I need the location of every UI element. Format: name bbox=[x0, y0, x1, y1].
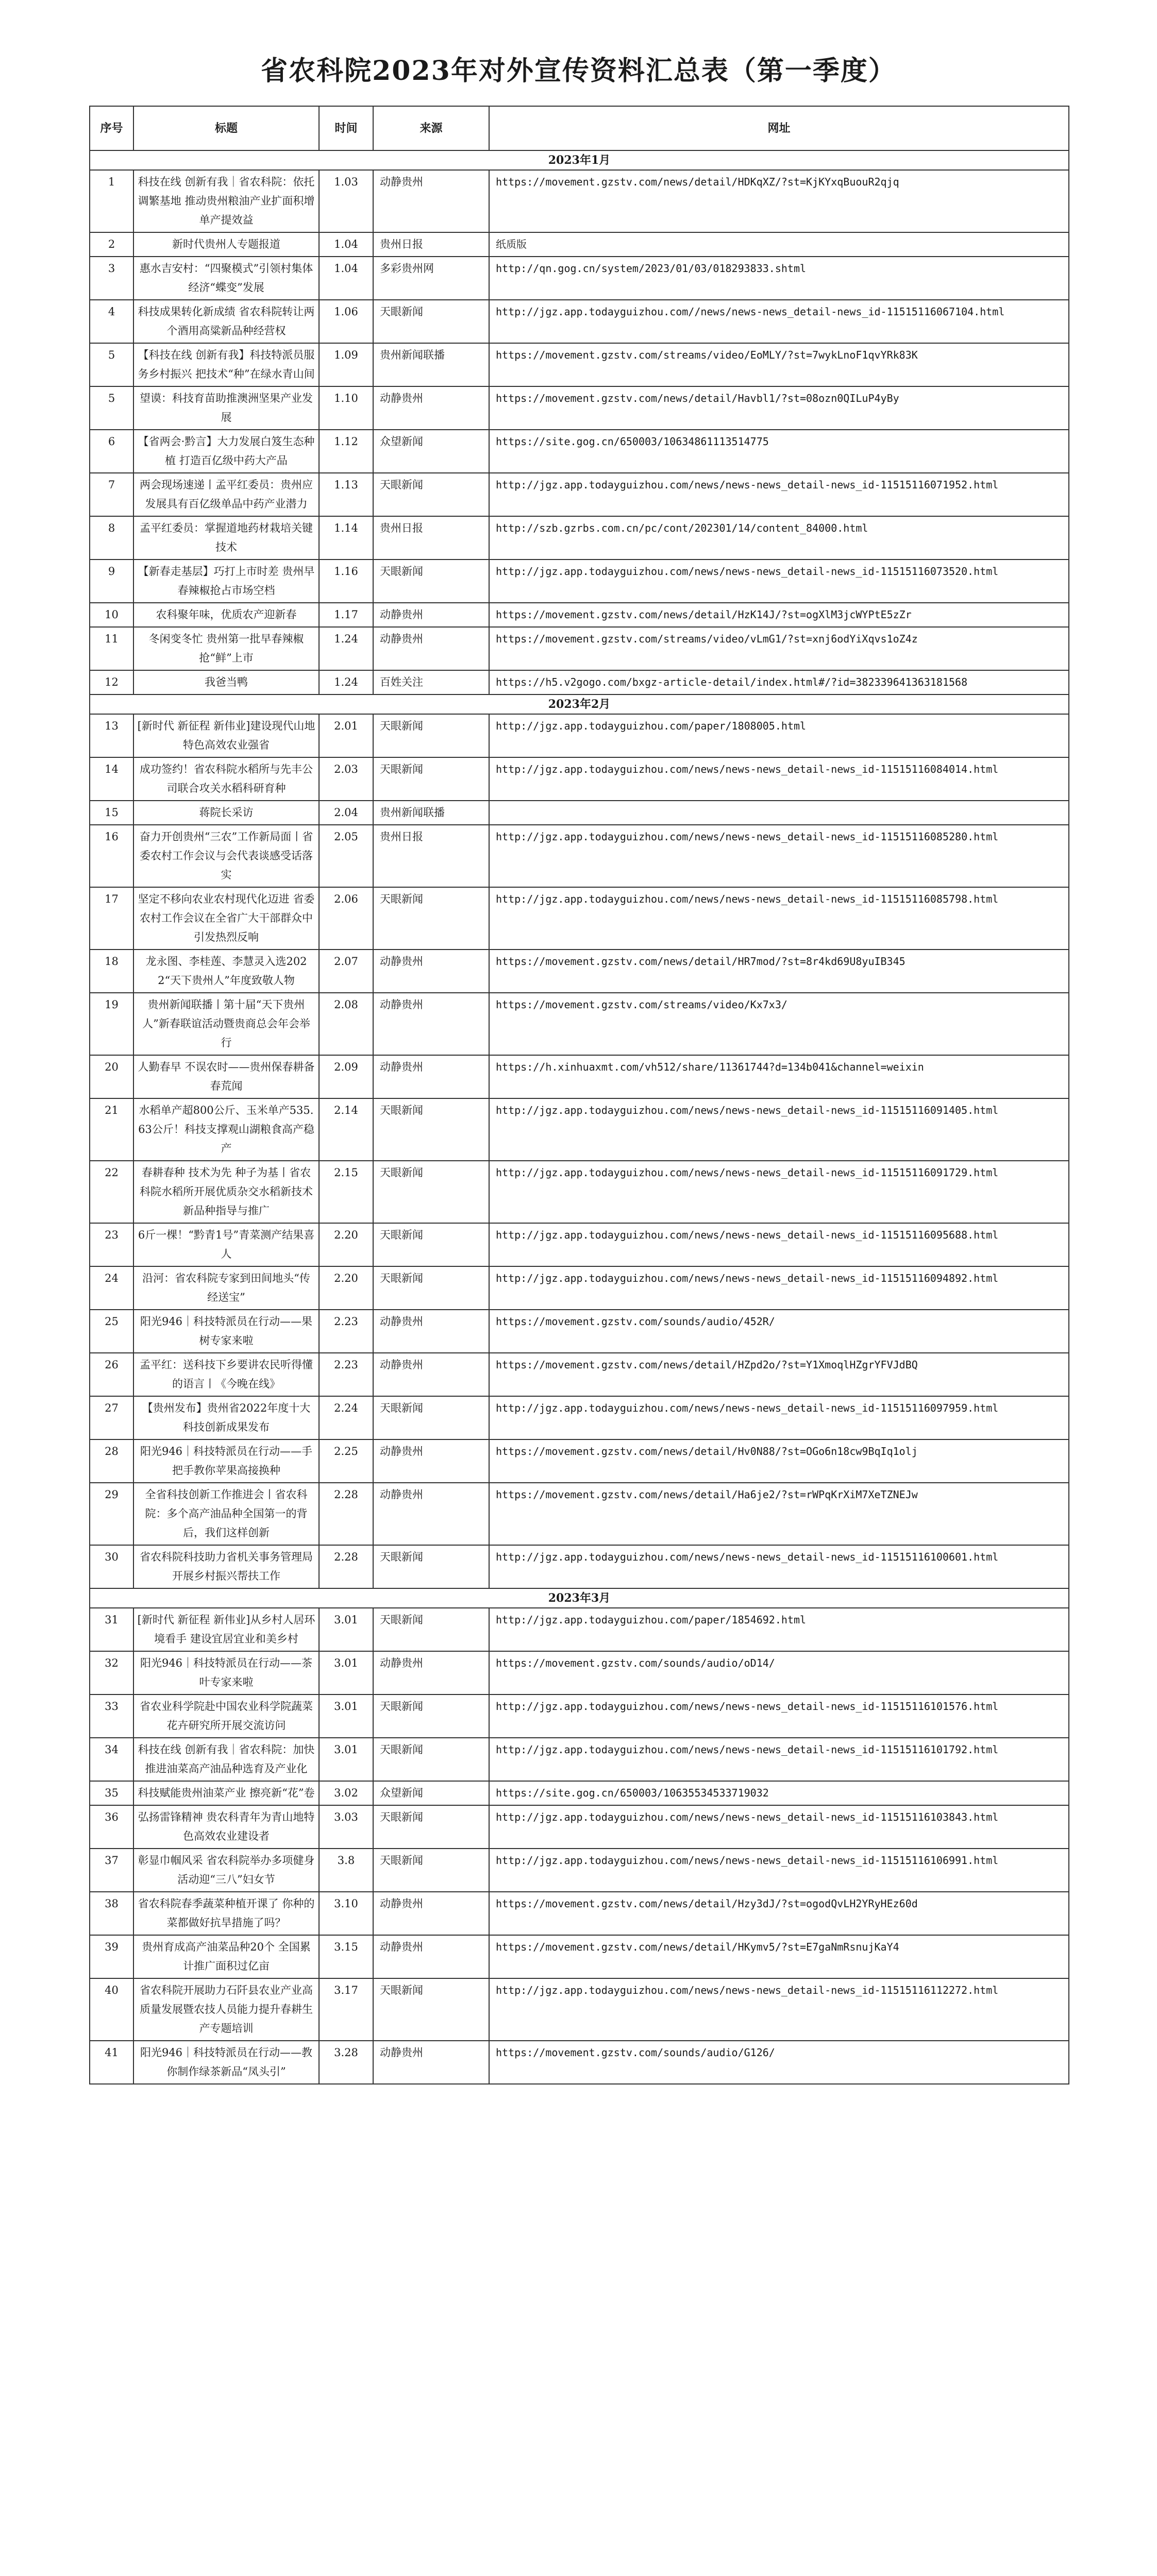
header-url: 网址 bbox=[489, 106, 1069, 150]
row-url-link[interactable]: http://jgz.app.todayguizhou.com/news/news-news_detail-news_id-11515116101792.html bbox=[489, 1738, 1069, 1781]
row-date: 1.06 bbox=[319, 300, 373, 343]
header-source: 来源 bbox=[373, 106, 489, 150]
row-url-link[interactable]: https://movement.gzstv.com/sounds/audio/G126/ bbox=[489, 2041, 1069, 2084]
row-title: [新时代 新征程 新伟业]建设现代山地特色高效农业强省 bbox=[133, 714, 319, 757]
row-source: 天眼新闻 bbox=[373, 1223, 489, 1266]
row-title: 彰显巾帼风采 省农科院举办多项健身活动迎“三八”妇女节 bbox=[133, 1849, 319, 1892]
table-row bbox=[90, 1781, 1069, 1805]
row-number: 12 bbox=[90, 670, 133, 694]
row-date: 3.03 bbox=[319, 1805, 373, 1849]
row-title: 【科技在线 创新有我】科技特派员服务乡村振兴 把技术“种”在绿水青山间 bbox=[133, 343, 319, 386]
row-date: 2.07 bbox=[319, 950, 373, 993]
row-date: 3.02 bbox=[319, 1781, 373, 1805]
row-number: 20 bbox=[90, 1055, 133, 1098]
row-url-link[interactable]: https://movement.gzstv.com/news/detail/HZpd2o/?st=Y1XmoqlHZgrYFVJdBQ bbox=[489, 1353, 1069, 1396]
row-number: 15 bbox=[90, 801, 133, 825]
row-url-link[interactable]: http://jgz.app.todayguizhou.com/news/news-news_detail-news_id-11515116095688.html bbox=[489, 1223, 1069, 1266]
row-source: 动静贵州 bbox=[373, 993, 489, 1055]
table-row bbox=[90, 1098, 1069, 1161]
row-number: 5 bbox=[90, 343, 133, 386]
row-title: 新时代贵州人专题报道 bbox=[133, 232, 319, 257]
row-number: 29 bbox=[90, 1483, 133, 1545]
row-date: 1.13 bbox=[319, 473, 373, 516]
month-row-feb bbox=[90, 694, 1069, 714]
row-number: 27 bbox=[90, 1396, 133, 1439]
row-title: 省农业科学院赴中国农业科学院蔬菜花卉研究所开展交流访问 bbox=[133, 1694, 319, 1738]
row-number: 36 bbox=[90, 1805, 133, 1849]
row-source: 贵州新闻联播 bbox=[373, 801, 489, 825]
row-source: 天眼新闻 bbox=[373, 473, 489, 516]
row-url-link[interactable]: http://jgz.app.todayguizhou.com/news/news-news_detail-news_id-11515116085280.html bbox=[489, 825, 1069, 887]
row-date: 2.05 bbox=[319, 825, 373, 887]
row-source: 动静贵州 bbox=[373, 1651, 489, 1694]
row-date: 1.04 bbox=[319, 232, 373, 257]
row-date: 1.24 bbox=[319, 627, 373, 670]
row-title: 奋力开创贵州“三农”工作新局面丨省委农村工作会议与会代表谈感受话落实 bbox=[133, 825, 319, 887]
row-title: 省农科院春季蔬菜种植开课了 你种的菜都做好抗旱措施了吗？ bbox=[133, 1892, 319, 1935]
row-url-link[interactable]: http://jgz.app.todayguizhou.com/news/news-news_detail-news_id-11515116100601.html bbox=[489, 1545, 1069, 1588]
row-url-link[interactable]: https://movement.gzstv.com/news/detail/HKymv5/?st=E7gaNmRsnujKaY4 bbox=[489, 1935, 1069, 1978]
row-date: 2.14 bbox=[319, 1098, 373, 1161]
row-source: 贵州新闻联播 bbox=[373, 343, 489, 386]
table-row bbox=[90, 257, 1069, 300]
row-source: 动静贵州 bbox=[373, 603, 489, 627]
table-row bbox=[90, 1849, 1069, 1892]
row-date: 3.17 bbox=[319, 1978, 373, 2041]
row-source: 动静贵州 bbox=[373, 2041, 489, 2084]
row-url-link[interactable]: https://movement.gzstv.com/streams/video/EoMLY/?st=7wykLnoF1qvYRk83K bbox=[489, 343, 1069, 386]
row-url-link[interactable]: https://movement.gzstv.com/streams/video/Kx7x3/ bbox=[489, 993, 1069, 1055]
table-row bbox=[90, 1396, 1069, 1439]
table-row bbox=[90, 1223, 1069, 1266]
row-number: 24 bbox=[90, 1266, 133, 1310]
row-url-link[interactable]: https://movement.gzstv.com/news/detail/HR7mod/?st=8r4kd69U8yuIB345 bbox=[489, 950, 1069, 993]
row-url-link[interactable]: https://movement.gzstv.com/news/detail/Hzy3dJ/?st=ogodQvLH2YRyHEz60d bbox=[489, 1892, 1069, 1935]
row-source: 众望新闻 bbox=[373, 430, 489, 473]
row-number: 11 bbox=[90, 627, 133, 670]
row-number: 1 bbox=[90, 170, 133, 232]
table-row bbox=[90, 1892, 1069, 1935]
row-number: 35 bbox=[90, 1781, 133, 1805]
row-url-link[interactable] bbox=[489, 801, 1069, 825]
row-source: 天眼新闻 bbox=[373, 1738, 489, 1781]
row-source: 动静贵州 bbox=[373, 1055, 489, 1098]
month-label: 2023年3月 bbox=[90, 1588, 1069, 1608]
table-row bbox=[90, 232, 1069, 257]
row-number: 37 bbox=[90, 1849, 133, 1892]
row-title: 蒋院长采访 bbox=[133, 801, 319, 825]
row-date: 1.16 bbox=[319, 560, 373, 603]
row-date: 1.17 bbox=[319, 603, 373, 627]
row-title: 惠水吉安村：“四聚模式”引领村集体经济“蝶变”发展 bbox=[133, 257, 319, 300]
table-row bbox=[90, 1055, 1069, 1098]
row-number: 3 bbox=[90, 257, 133, 300]
row-url-link[interactable]: http://jgz.app.todayguizhou.com/news/news-news_detail-news_id-11515116091729.html bbox=[489, 1161, 1069, 1223]
row-title: 望谟：科技育苗助推澳洲坚果产业发展 bbox=[133, 386, 319, 430]
row-date: 3.01 bbox=[319, 1738, 373, 1781]
row-source: 天眼新闻 bbox=[373, 1694, 489, 1738]
row-source: 动静贵州 bbox=[373, 1439, 489, 1483]
publicity-table bbox=[89, 106, 1069, 2084]
row-source: 天眼新闻 bbox=[373, 1849, 489, 1892]
row-date: 3.15 bbox=[319, 1935, 373, 1978]
row-date: 1.24 bbox=[319, 670, 373, 694]
table-row bbox=[90, 1266, 1069, 1310]
table-row bbox=[90, 670, 1069, 694]
row-url-link[interactable]: http://jgz.app.todayguizhou.com/news/news-news_detail-news_id-11515116101576.html bbox=[489, 1694, 1069, 1738]
row-title: 【贵州发布】贵州省2022年度十大科技创新成果发布 bbox=[133, 1396, 319, 1439]
row-number: 5 bbox=[90, 386, 133, 430]
row-source: 动静贵州 bbox=[373, 1483, 489, 1545]
month-row-mar bbox=[90, 1588, 1069, 1608]
row-date: 2.23 bbox=[319, 1310, 373, 1353]
table-row bbox=[90, 1608, 1069, 1651]
row-title: 两会现场速递丨孟平红委员：贵州应发展具有百亿级单品中药产业潜力 bbox=[133, 473, 319, 516]
row-source: 天眼新闻 bbox=[373, 1396, 489, 1439]
row-title: 阳光946｜科技特派员在行动——茶叶专家来啦 bbox=[133, 1651, 319, 1694]
row-number: 10 bbox=[90, 603, 133, 627]
row-url-link[interactable]: 纸质版 bbox=[489, 232, 1069, 257]
row-date: 2.20 bbox=[319, 1223, 373, 1266]
table-row bbox=[90, 1694, 1069, 1738]
table-row bbox=[90, 343, 1069, 386]
row-number: 4 bbox=[90, 300, 133, 343]
row-date: 1.09 bbox=[319, 343, 373, 386]
table-row bbox=[90, 300, 1069, 343]
table-row bbox=[90, 473, 1069, 516]
row-date: 3.8 bbox=[319, 1849, 373, 1892]
row-number: 21 bbox=[90, 1098, 133, 1161]
table-row bbox=[90, 430, 1069, 473]
row-number: 8 bbox=[90, 516, 133, 560]
row-date: 2.04 bbox=[319, 801, 373, 825]
row-url-link[interactable]: http://jgz.app.todayguizhou.com/news/news-news_detail-news_id-11515116084014.html bbox=[489, 757, 1069, 801]
row-number: 38 bbox=[90, 1892, 133, 1935]
row-source: 动静贵州 bbox=[373, 1892, 489, 1935]
row-number: 9 bbox=[90, 560, 133, 603]
row-date: 2.25 bbox=[319, 1439, 373, 1483]
row-date: 2.08 bbox=[319, 993, 373, 1055]
row-source: 天眼新闻 bbox=[373, 300, 489, 343]
row-title: 龙永图、李桂莲、李慧灵入选2022“天下贵州人”年度致敬人物 bbox=[133, 950, 319, 993]
header-num: 序号 bbox=[90, 106, 133, 150]
row-number: 40 bbox=[90, 1978, 133, 2041]
row-source: 动静贵州 bbox=[373, 386, 489, 430]
row-title: 阳光946｜科技特派员在行动——果树专家来啦 bbox=[133, 1310, 319, 1353]
row-number: 22 bbox=[90, 1161, 133, 1223]
row-title: 人勤春早 不误农时——贵州保春耕备春荒闻 bbox=[133, 1055, 319, 1098]
row-url-link[interactable]: https://h.xinhuaxmt.com/vh512/share/11361744?d=134b041&channel=weixin bbox=[489, 1055, 1069, 1098]
row-date: 1.10 bbox=[319, 386, 373, 430]
row-url-link[interactable]: https://movement.gzstv.com/news/detail/Hv0N88/?st=OGo6n18cw9BqIq1olj bbox=[489, 1439, 1069, 1483]
row-number: 26 bbox=[90, 1353, 133, 1396]
row-source: 动静贵州 bbox=[373, 1935, 489, 1978]
row-date: 3.01 bbox=[319, 1694, 373, 1738]
row-source: 天眼新闻 bbox=[373, 560, 489, 603]
row-url-link[interactable]: https://movement.gzstv.com/sounds/audio/452R/ bbox=[489, 1310, 1069, 1353]
row-title: 科技在线 创新有我｜省农科院：依托调繁基地 推动贵州粮油产业扩面积增单产提效益 bbox=[133, 170, 319, 232]
row-source: 天眼新闻 bbox=[373, 1978, 489, 2041]
table-row bbox=[90, 801, 1069, 825]
row-source: 天眼新闻 bbox=[373, 1545, 489, 1588]
table-row bbox=[90, 560, 1069, 603]
row-title: 【新春走基层】巧打上市时差 贵州早春辣椒抢占市场空档 bbox=[133, 560, 319, 603]
row-url-link[interactable]: https://movement.gzstv.com/news/detail/HDKqXZ/?st=KjKYxqBuouR2qjq bbox=[489, 170, 1069, 232]
table-row bbox=[90, 1805, 1069, 1849]
row-number: 31 bbox=[90, 1608, 133, 1651]
row-date: 2.15 bbox=[319, 1161, 373, 1223]
row-source: 贵州日报 bbox=[373, 825, 489, 887]
row-title: 阳光946｜科技特派员在行动——教你制作绿茶新品“凤头引” bbox=[133, 2041, 319, 2084]
row-number: 7 bbox=[90, 473, 133, 516]
table-row bbox=[90, 714, 1069, 757]
table-row bbox=[90, 386, 1069, 430]
row-source: 天眼新闻 bbox=[373, 1098, 489, 1161]
row-title: 科技赋能贵州油菜产业 擦亮新“花”卷 bbox=[133, 1781, 319, 1805]
row-title: 【省两会·黔言】大力发展白笈生态种植 打造百亿级中药大产品 bbox=[133, 430, 319, 473]
row-number: 2 bbox=[90, 232, 133, 257]
row-title: 春耕春种 技术为先 种子为基丨省农科院水稻所开展优质杂交水稻新技术新品种指导与推广 bbox=[133, 1161, 319, 1223]
row-number: 6 bbox=[90, 430, 133, 473]
row-url-link[interactable]: https://movement.gzstv.com/news/detail/HzK14J/?st=ogXlM3jcWYPtE5zZr bbox=[489, 603, 1069, 627]
table-row bbox=[90, 1161, 1069, 1223]
row-source: 贵州日报 bbox=[373, 516, 489, 560]
row-number: 32 bbox=[90, 1651, 133, 1694]
row-title: 冬闲变冬忙 贵州第一批早春辣椒抢“鲜”上市 bbox=[133, 627, 319, 670]
month-row-jan bbox=[90, 150, 1069, 170]
table-row bbox=[90, 170, 1069, 232]
row-url-link[interactable]: https://h5.v2gogo.com/bxgz-article-detail/index.html#/?id=382339641363181568 bbox=[489, 670, 1069, 694]
table-row bbox=[90, 1738, 1069, 1781]
row-date: 2.06 bbox=[319, 887, 373, 950]
row-title: 弘扬雷锋精神 贵农科青年为青山地特色高效农业建设者 bbox=[133, 1805, 319, 1849]
row-url-link[interactable]: http://jgz.app.todayguizhou.com/news/news-news_detail-news_id-11515116097959.html bbox=[489, 1396, 1069, 1439]
row-source: 动静贵州 bbox=[373, 1310, 489, 1353]
row-title: 沿河：省农科院专家到田间地头“传经送宝” bbox=[133, 1266, 319, 1310]
row-source: 众望新闻 bbox=[373, 1781, 489, 1805]
table-row bbox=[90, 516, 1069, 560]
row-url-link[interactable]: http://jgz.app.todayguizhou.com/news/news-news_detail-news_id-11515116103843.html bbox=[489, 1805, 1069, 1849]
table-row bbox=[90, 1545, 1069, 1588]
row-title: 贵州新闻联播丨第十届“天下贵州人”新春联谊活动暨贵商总会年会举行 bbox=[133, 993, 319, 1055]
row-title: 孟平红委员：掌握道地药材栽培关键技术 bbox=[133, 516, 319, 560]
row-title: 6斤一棵！“黔青1号”青菜测产结果喜人 bbox=[133, 1223, 319, 1266]
row-date: 2.01 bbox=[319, 714, 373, 757]
row-date: 1.04 bbox=[319, 257, 373, 300]
row-date: 3.10 bbox=[319, 1892, 373, 1935]
month-label: 2023年2月 bbox=[90, 694, 1069, 714]
table-row bbox=[90, 1978, 1069, 2041]
table-row bbox=[90, 825, 1069, 887]
table-row bbox=[90, 1651, 1069, 1694]
row-number: 17 bbox=[90, 887, 133, 950]
table-row bbox=[90, 1935, 1069, 1978]
row-date: 2.03 bbox=[319, 757, 373, 801]
table-row bbox=[90, 603, 1069, 627]
row-number: 14 bbox=[90, 757, 133, 801]
row-url-link[interactable]: http://jgz.app.todayguizhou.com/news/news-news_detail-news_id-11515116091405.html bbox=[489, 1098, 1069, 1161]
table-row bbox=[90, 1310, 1069, 1353]
row-url-link[interactable]: http://jgz.app.todayguizhou.com/news/news-news_detail-news_id-11515116071952.html bbox=[489, 473, 1069, 516]
row-number: 18 bbox=[90, 950, 133, 993]
row-source: 动静贵州 bbox=[373, 170, 489, 232]
row-source: 天眼新闻 bbox=[373, 1608, 489, 1651]
row-source: 天眼新闻 bbox=[373, 757, 489, 801]
row-source: 贵州日报 bbox=[373, 232, 489, 257]
row-number: 28 bbox=[90, 1439, 133, 1483]
row-url-link[interactable]: https://site.gog.cn/650003/10635534533719032 bbox=[489, 1781, 1069, 1805]
row-url-link[interactable]: http://jgz.app.todayguizhou.com/news/news-news_detail-news_id-11515116094892.html bbox=[489, 1266, 1069, 1310]
row-source: 动静贵州 bbox=[373, 950, 489, 993]
row-url-link[interactable]: http://jgz.app.todayguizhou.com/paper/1854692.html bbox=[489, 1608, 1069, 1651]
row-date: 3.28 bbox=[319, 2041, 373, 2084]
row-date: 1.12 bbox=[319, 430, 373, 473]
table-row bbox=[90, 1439, 1069, 1483]
row-url-link[interactable]: https://movement.gzstv.com/news/detail/Ha6je2/?st=rWPqKrXiM7XeTZNEJw bbox=[489, 1483, 1069, 1545]
row-url-link[interactable]: http://jgz.app.todayguizhou.com/news/news-news_detail-news_id-11515116073520.html bbox=[489, 560, 1069, 603]
row-url-link[interactable]: http://jgz.app.todayguizhou.com/news/news-news_detail-news_id-11515116112272.html bbox=[489, 1978, 1069, 2041]
row-url-link[interactable]: http://jgz.app.todayguizhou.com//news/news-news_detail-news_id-11515116067104.html bbox=[489, 300, 1069, 343]
row-number: 13 bbox=[90, 714, 133, 757]
row-source: 动静贵州 bbox=[373, 627, 489, 670]
table-row bbox=[90, 993, 1069, 1055]
row-number: 30 bbox=[90, 1545, 133, 1588]
row-source: 百姓关注 bbox=[373, 670, 489, 694]
table-row bbox=[90, 757, 1069, 801]
row-source: 动静贵州 bbox=[373, 1353, 489, 1396]
row-title: 我爸当鸭 bbox=[133, 670, 319, 694]
row-title: 科技在线 创新有我｜省农科院：加快推进油菜高产油品种选育及产业化 bbox=[133, 1738, 319, 1781]
row-title: 省农科院科技助力省机关事务管理局开展乡村振兴帮扶工作 bbox=[133, 1545, 319, 1588]
row-title: 省农科院开展助力石阡县农业产业高质量发展暨农技人员能力提升春耕生产专题培训 bbox=[133, 1978, 319, 2041]
row-number: 19 bbox=[90, 993, 133, 1055]
row-date: 2.28 bbox=[319, 1483, 373, 1545]
row-date: 1.14 bbox=[319, 516, 373, 560]
row-title: 贵州育成高产油菜品种20个 全国累计推广面积过亿亩 bbox=[133, 1935, 319, 1978]
row-source: 天眼新闻 bbox=[373, 714, 489, 757]
row-number: 23 bbox=[90, 1223, 133, 1266]
row-date: 2.20 bbox=[319, 1266, 373, 1310]
page-title: 省农科院2023年对外宣传资料汇总表（第一季度） bbox=[261, 55, 896, 87]
table-row bbox=[90, 1483, 1069, 1545]
row-date: 2.23 bbox=[319, 1353, 373, 1396]
row-title: 全省科技创新工作推进会丨省农科院：多个高产油品种全国第一的背后，我们这样创新 bbox=[133, 1483, 319, 1545]
row-url-link[interactable]: http://jgz.app.todayguizhou.com/paper/1808005.html bbox=[489, 714, 1069, 757]
row-url-link[interactable]: http://jgz.app.todayguizhou.com/news/news-news_detail-news_id-11515116085798.html bbox=[489, 887, 1069, 950]
row-date: 2.28 bbox=[319, 1545, 373, 1588]
table-row bbox=[90, 887, 1069, 950]
row-title: 孟平红：送科技下乡要讲农民听得懂的语言丨《今晚在线》 bbox=[133, 1353, 319, 1396]
row-source: 天眼新闻 bbox=[373, 887, 489, 950]
row-source: 多彩贵州网 bbox=[373, 257, 489, 300]
row-title: 成功签约！省农科院水稻所与先丰公司联合攻关水稻科研育种 bbox=[133, 757, 319, 801]
row-title: 水稻单产超800公斤、玉米单产535.63公斤！科技支撑观山湖粮食高产稳产 bbox=[133, 1098, 319, 1161]
row-title: 坚定不移向农业农村现代化迈进 省委农村工作会议在全省广大干部群众中引发热烈反响 bbox=[133, 887, 319, 950]
table-row bbox=[90, 1353, 1069, 1396]
row-date: 1.03 bbox=[319, 170, 373, 232]
header-title: 标题 bbox=[133, 106, 319, 150]
row-title: 农科聚年味，优质农产迎新春 bbox=[133, 603, 319, 627]
row-url-link[interactable]: https://movement.gzstv.com/streams/video/vLmG1/?st=xnj6odYiXqvs1oZ4z bbox=[489, 627, 1069, 670]
row-url-link[interactable]: http://szb.gzrbs.com.cn/pc/cont/202301/14/content_84000.html bbox=[489, 516, 1069, 560]
header-date: 时间 bbox=[319, 106, 373, 150]
row-url-link[interactable]: https://movement.gzstv.com/news/detail/Havbl1/?st=08ozn0QILuP4yBy bbox=[489, 386, 1069, 430]
table-row bbox=[90, 2041, 1069, 2084]
row-number: 16 bbox=[90, 825, 133, 887]
month-label: 2023年1月 bbox=[90, 150, 1069, 170]
row-url-link[interactable]: https://movement.gzstv.com/sounds/audio/oD14/ bbox=[489, 1651, 1069, 1694]
table-header-row bbox=[90, 106, 1069, 150]
row-url-link[interactable]: http://jgz.app.todayguizhou.com/news/news-news_detail-news_id-11515116106991.html bbox=[489, 1849, 1069, 1892]
row-number: 33 bbox=[90, 1694, 133, 1738]
row-number: 41 bbox=[90, 2041, 133, 2084]
row-number: 25 bbox=[90, 1310, 133, 1353]
row-number: 39 bbox=[90, 1935, 133, 1978]
row-title: 科技成果转化新成绩 省农科院转让两个酒用高粱新品种经营权 bbox=[133, 300, 319, 343]
row-source: 天眼新闻 bbox=[373, 1161, 489, 1223]
row-date: 2.24 bbox=[319, 1396, 373, 1439]
row-title: 阳光946｜科技特派员在行动——手把手教你苹果高接换种 bbox=[133, 1439, 319, 1483]
table-row bbox=[90, 627, 1069, 670]
row-date: 2.09 bbox=[319, 1055, 373, 1098]
row-source: 天眼新闻 bbox=[373, 1266, 489, 1310]
row-url-link[interactable]: http://qn.gog.cn/system/2023/01/03/018293833.shtml bbox=[489, 257, 1069, 300]
row-date: 3.01 bbox=[319, 1651, 373, 1694]
table-row bbox=[90, 950, 1069, 993]
row-url-link[interactable]: https://site.gog.cn/650003/10634861113514775 bbox=[489, 430, 1069, 473]
row-source: 天眼新闻 bbox=[373, 1805, 489, 1849]
row-title: [新时代 新征程 新伟业]从乡村人居环境看手 建设宜居宜业和美乡村 bbox=[133, 1608, 319, 1651]
row-number: 34 bbox=[90, 1738, 133, 1781]
row-date: 3.01 bbox=[319, 1608, 373, 1651]
